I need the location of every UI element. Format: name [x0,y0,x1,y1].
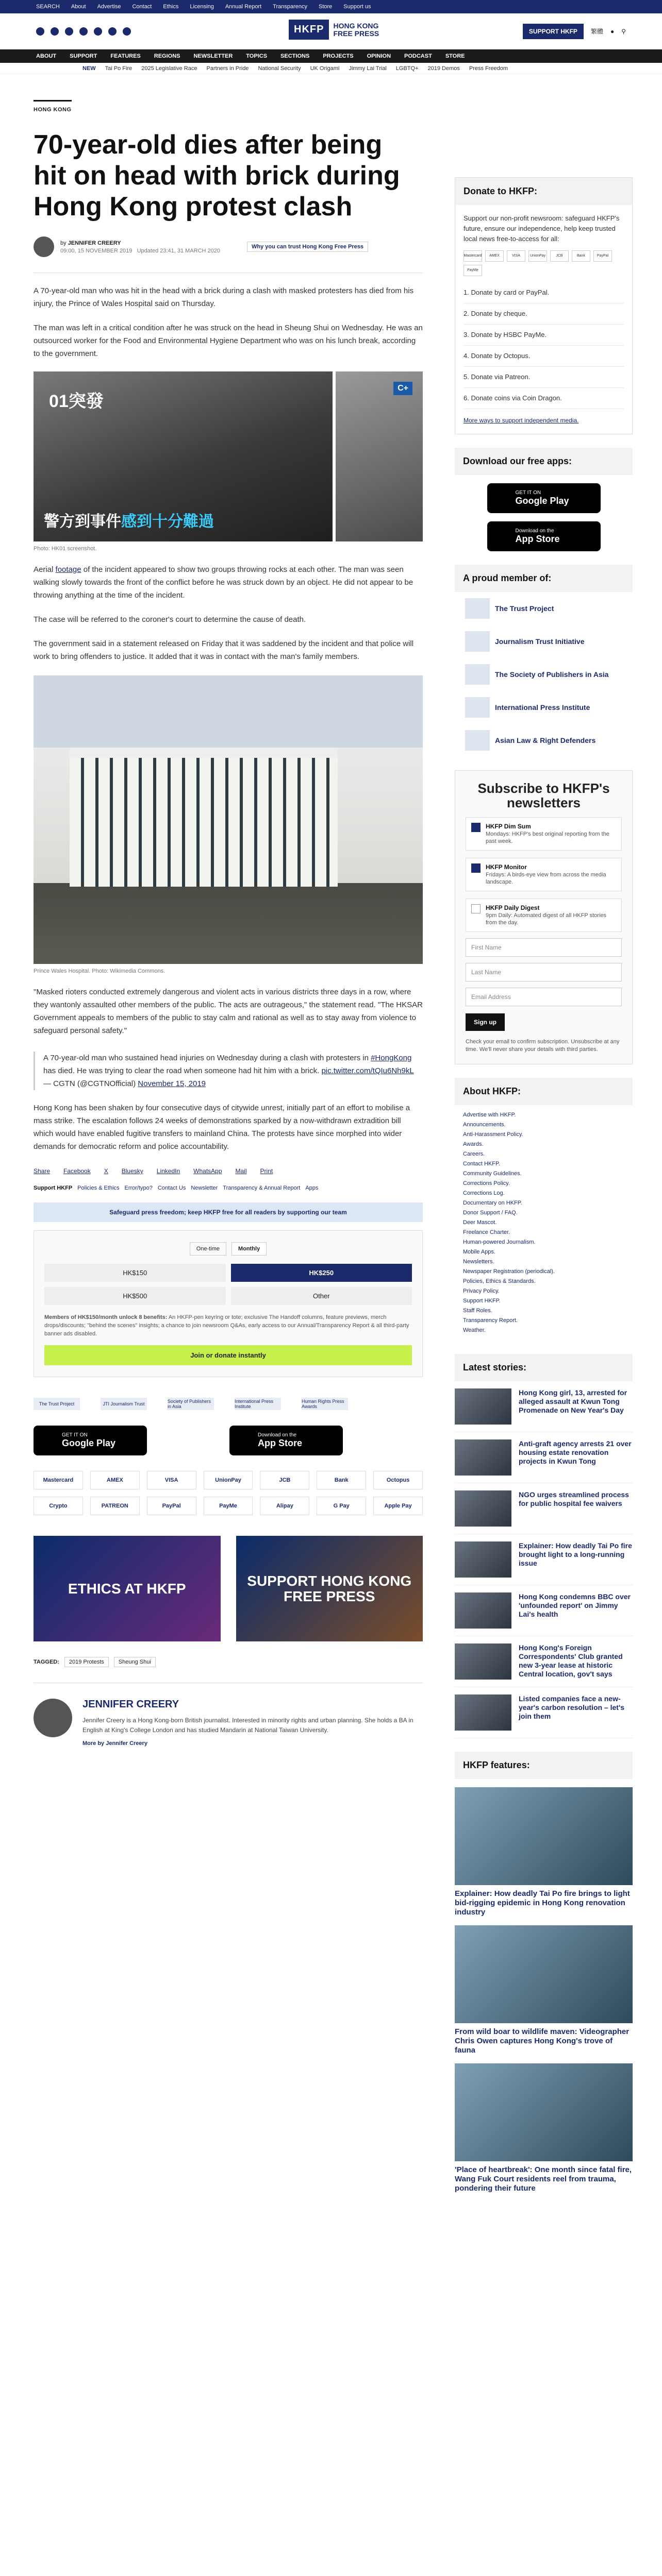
topbar-contact[interactable]: Contact [132,4,152,10]
article-title: 70-year-old dies after being hit on head with brick during Hong Kong protest clash [34,130,400,222]
donate-option[interactable]: 6. Donate coins via Coin Dragon. [464,388,624,409]
paragraph: A 70-year-old man who was hit in the head with a brick during a clash with masked protesters has died from his injury, the Prince of Wales Hospital said on Thursday. [34,286,414,308]
tweet-media-link[interactable]: pic.twitter.com/tQIu6Nh9kL [321,1066,414,1075]
trending-item[interactable]: Tai Po Fire [105,65,133,72]
member-logo[interactable] [455,592,633,625]
trending-item[interactable]: Press Freedom [469,65,508,72]
tweet-date-link[interactable]: November 15, 2019 [138,1079,206,1088]
about-link[interactable]: Contact HKFP. [463,1161,500,1167]
logo-text-line2: FREE PRESS [333,29,379,38]
about-link[interactable]: Weather. [463,1327,486,1333]
about-link[interactable]: Anti-Harassment Policy. [463,1131,523,1138]
newsletter-name: HKFP Dim Sum [486,823,531,830]
photo-banner-b: 感到十分難過 [121,513,214,530]
author-link[interactable]: JENNIFER CREERY [68,240,121,246]
donate-option[interactable]: 3. Donate by HSBC PayMe. [464,325,624,346]
jcb-icon[interactable]: JCB [260,1471,309,1489]
safeguard-banner[interactable]: Safeguard press freedom; keep HKFP free for all readers by supporting our team [34,1202,423,1222]
google-pay-icon[interactable]: G Pay [317,1497,366,1515]
checkbox-checked[interactable] [471,863,481,873]
author-name[interactable]: JENNIFER CREERY [82,1699,179,1710]
story-thumbnail[interactable] [455,1592,511,1629]
policy-links [34,1185,423,1191]
article-category[interactable]: HONG KONG [34,100,72,113]
more-ways-link[interactable]: More ways to support independent media. [464,417,579,424]
nav-podcast[interactable]: PODCAST [404,53,432,59]
store-big-text: Google Play [515,496,569,506]
trending-item[interactable]: 2025 Legislative Race [141,65,197,72]
story-thumbnail[interactable] [455,1694,511,1731]
sopa-logo[interactable]: Society of Publishers in Asia [168,1398,214,1410]
panel-heading: Download our free apps: [455,448,633,475]
about-link[interactable]: Corrections Log. [463,1190,505,1196]
trust-project-logo[interactable]: The Trust Project [34,1398,80,1410]
story-title[interactable]: Explainer: How deadly Tai Po fire brought light to a long-running issue [519,1541,632,1567]
feature-image[interactable] [455,2063,633,2161]
bank-icon: Bank [572,250,590,262]
paragraph: The man was left in a critical condition after he was struck on the head in Sheung Shui on Wednesday. He was an outsourced worker for the Food and Environmental Hygiene Department who was on his lunch break, according to the government. [34,324,423,358]
nav-features[interactable]: FEATURES [110,53,141,59]
tab-monthly[interactable]: Monthly [231,1242,267,1256]
photo-banner [44,509,214,531]
about-link[interactable]: Staff Roles. [463,1308,492,1314]
trending-item[interactable]: LGBTQ+ [395,65,419,72]
feature-story[interactable] [455,2063,633,2193]
about-link[interactable]: Documentary on HKFP. [463,1200,522,1206]
photo-caption: Photo: HK01 screenshot. [34,546,97,552]
member-logo[interactable] [455,724,633,757]
panel-heading: HKFP features: [455,1752,633,1779]
app-store-button[interactable] [229,1426,343,1455]
feature-image[interactable] [455,1925,633,2023]
features-panel [455,1752,633,2193]
logo-text-line1: HONG KONG [333,21,379,30]
share-print[interactable]: Print [260,1167,273,1175]
panel-heading: About HKFP: [455,1078,633,1105]
first-name-field[interactable]: First Name [466,938,622,957]
store-small-text: GET IT ON [515,490,541,496]
story-title[interactable]: Listed companies face a new-year's carbon resolution – let's join them [519,1694,625,1720]
story-thumbnail[interactable] [455,1490,511,1527]
amount-option[interactable]: HK$150 [44,1264,226,1282]
share-bar [34,1167,423,1175]
photo-heading: 01突發 [49,392,104,411]
member-name: International Press Institute [495,703,590,711]
facebook-icon[interactable] [36,27,44,36]
footage-link[interactable]: footage [55,565,81,574]
payme-icon: PayMe [464,265,482,276]
apple-pay-icon[interactable]: Apple Pay [373,1497,423,1515]
about-link[interactable]: Newspaper Registration (periodical). [463,1268,555,1275]
paragraph: The government said in a statement released on Friday that it was saddened by the incident and that police will work to bring offenders to justice. It added that it was in contact with the man's family members. [34,639,414,661]
about-link[interactable]: Policies, Ethics & Standards. [463,1278,536,1284]
photo-banner-a: 警方到事件 [44,513,121,530]
about-link[interactable]: Deer Mascot. [463,1219,497,1226]
newsletter-desc: Mondays: HKFP's best original reporting from the past week. [486,831,609,844]
checkbox-checked[interactable] [471,823,481,832]
share-label: Share [34,1167,51,1175]
paragraph [34,563,423,602]
masthead [0,13,662,49]
trust-link[interactable]: Why you can trust Hong Kong Free Press [247,242,368,252]
article-photo [34,371,423,541]
payme-icon[interactable]: PayMe [204,1497,253,1515]
member-panel [455,565,633,757]
store-small-text: GET IT ON [62,1432,88,1438]
support-hkfp-link[interactable]: Support HKFP [34,1185,73,1191]
panel-heading: Donate to HKFP: [455,178,632,205]
newsletter-note: Check your email to confirm subscription. Unsubscribe at any time. We'll never share your details with third parties. [466,1039,620,1053]
google-play-button[interactable] [34,1426,147,1455]
trending-item[interactable]: 2019 Demos [427,65,460,72]
crypto-icon[interactable]: Crypto [34,1497,83,1515]
newsletter-option[interactable] [466,858,622,891]
story-title[interactable]: Hong Kong's Foreign Correspondents' Club granted new 3-year lease at historic Central location, gov't says [519,1643,623,1678]
mastercard-icon: Mastercard [464,250,482,262]
linkedin-icon[interactable] [94,27,102,36]
nav-sections[interactable]: SECTIONS [280,53,310,59]
about-link[interactable]: Donor Support / FAQ. [463,1210,518,1216]
member-name: Journalism Trust Initiative [495,637,585,646]
policy-link[interactable]: Newsletter [191,1185,218,1191]
embedded-tweet [34,1052,423,1090]
text-run: of the incident appeared to show two groups throwing rocks at each other. The man was seen walking slowly towards the front of the conflict before he was struck down by an object. He did not appear to be throwing anything at the time of the incident. [34,565,413,600]
search-icon[interactable]: ⚲ [621,27,626,35]
user-icon[interactable]: ● [610,27,615,35]
tab-one-time[interactable]: One-time [190,1242,226,1256]
tags-label: TAGGED: [34,1659,59,1665]
latest-story[interactable] [455,1687,633,1738]
story-title[interactable]: Anti-graft agency arrests 21 over housing estate renovation projects in Kwun Tong [519,1439,632,1465]
newsletter-option[interactable] [466,817,622,851]
by-prefix: by [60,240,67,246]
site-logo[interactable] [289,20,379,40]
policy-link[interactable]: Policies & Ethics [77,1185,120,1191]
newsletter-desc: Fridays: A birds-eye view from across the media landscape. [486,872,606,885]
story-thumbnail[interactable] [455,1643,511,1680]
trending-label: NEW [82,65,96,72]
topbar-licensing[interactable]: Licensing [190,4,214,10]
member-benefits-text: An HKFP-pen keyring or tote; exclusive The Handoff columns, feature previews, merch drops/discounts; "behind the scenes" insights; a chance to join newsroom Q&As, early access to our Annual/Transparency Report & all third-party banner ads disabled. [44,1314,409,1337]
latest-panel [455,1354,633,1738]
share-whatsapp[interactable]: WhatsApp [193,1167,222,1175]
sidebar [455,74,633,2193]
ipi-logo[interactable]: International Press Institute [235,1398,281,1410]
paragraph: "Masked rioters conducted extremely dangerous and violent acts in various districts three days in a row, where they wantonly assaulted other members of the public. The acts are outrageous," the statement read. "The HKSAR Government appeals to members of the public to stay calm and rational as well as to stay away from violence to safeguard personal safety." [34,988,423,1035]
story-thumbnail[interactable] [455,1388,511,1425]
share-bluesky[interactable]: Bluesky [121,1167,143,1175]
jcb-icon: JCB [550,250,569,262]
member-logo[interactable] [455,691,633,724]
policy-link[interactable]: Contact Us [157,1185,186,1191]
member-name: The Society of Publishers in Asia [495,670,609,679]
topbar-store[interactable]: Store [319,4,333,10]
logo-text [333,22,379,38]
amex-icon: AMEX [485,250,504,262]
photo-channel-tag: C+ [393,382,412,395]
author-photo[interactable] [34,1699,72,1737]
donation-widget [34,1230,423,1377]
nav-newsletter[interactable]: NEWSLETTER [193,53,233,59]
nav-support[interactable]: SUPPORT [70,53,97,59]
donate-option[interactable]: 1. Donate by card or PayPal. [464,282,624,303]
amount-option-other[interactable]: Other [231,1287,412,1305]
about-link[interactable]: Freelance Charter. [463,1229,510,1235]
trending-item[interactable]: National Security [258,65,301,72]
store-small-text: Download on the [515,528,554,534]
topbar-about[interactable]: About [71,4,86,10]
amount-option[interactable]: HK$500 [44,1287,226,1305]
hrpa-logo[interactable]: Human Rights Press Awards [302,1398,348,1410]
nav-store[interactable]: STORE [445,53,465,59]
paypal-icon[interactable]: PayPal [147,1497,196,1515]
member-benefits [44,1313,412,1338]
member-name: Asian Law & Right Defenders [495,736,596,744]
about-link[interactable]: Mobile Apps. [463,1249,495,1255]
support-promo[interactable]: SUPPORT HONG KONG FREE PRESS [236,1536,423,1641]
panel-heading: A proud member of: [455,565,633,592]
telegram-icon[interactable] [108,27,117,36]
store-big-text: Google Play [62,1438,116,1448]
story-title[interactable]: NGO urges streamlined process for public hospital fee waivers [519,1490,629,1507]
tag[interactable]: 2019 Protests [64,1657,109,1667]
unionpay-icon: UnionPay [528,250,547,262]
newsletter-title: Subscribe to HKFP's newsletters [477,781,610,810]
feature-title[interactable]: 'Place of heartbreak': One month since fatal fire, Wang Fuk Court residents reel from trauma, pondering their future [455,2165,632,2193]
member-benefits-title: Members of HK$150/month unlock 8 benefits: [44,1314,168,1320]
apps-panel [455,448,633,551]
newsletter-option[interactable] [466,899,622,932]
author-avatar[interactable] [34,236,54,257]
payment-methods [34,1471,423,1515]
support-hkfp-button[interactable]: SUPPORT HKFP [523,24,584,39]
text-run: Aerial [34,565,56,574]
latest-story[interactable] [455,1432,633,1483]
top-utility-bar [0,0,662,13]
app-store-button[interactable] [487,521,601,551]
unionpay-icon[interactable]: UnionPay [204,1471,253,1489]
updated-date: Updated 23:41, 31 MARCH 2020 [137,247,221,254]
feature-title[interactable]: Explainer: How deadly Tai Po fire brings to light bid-rigging epidemic in Hong Kong renovation industry [455,1889,630,1917]
trending-item[interactable]: UK Origami [310,65,340,72]
ethics-promo[interactable]: ETHICS AT HKFP [34,1536,221,1641]
bank-icon[interactable]: Bank [317,1471,366,1489]
donate-intro: Support our non-profit newsroom: safeguard HKFP's future, ensure our independence, help keep trusted local news free-to-access for all: [464,214,620,243]
trending-item[interactable]: Jimmy Lai Trial [349,65,387,72]
story-thumbnail[interactable] [455,1541,511,1578]
social-links [36,27,131,36]
about-link[interactable]: Community Guidelines. [463,1171,522,1177]
about-link[interactable]: Privacy Policy. [463,1288,500,1294]
language-switch[interactable]: 繁體 [590,28,603,35]
about-list [455,1105,633,1341]
promo-banners [34,1536,423,1641]
paragraph: Hong Kong has been shaken by four consecutive days of citywide unrest, initially part of an effort to mobilise a mass strike. The escalation follows 24 weeks of demonstrations sparked by a now-withdrawn extradition bill which would have enabled fugitive transfers to mainland China. The protests have since morphed into wider demands for democratic reform and police accountability. [34,1104,410,1151]
nav-projects[interactable]: PROJECTS [323,53,354,59]
hospital-photo [34,675,423,964]
instagram-icon[interactable] [65,27,73,36]
topbar-annual-report[interactable]: Annual Report [225,4,262,10]
share-mail[interactable]: Mail [235,1167,247,1175]
publish-date: 09:00, 15 NOVEMBER 2019 [60,247,133,254]
story-title[interactable]: Hong Kong condemns BBC over 'unfounded report' on Jimmy Lai's health [519,1592,631,1618]
photo-caption: Prince Wales Hospital. Photo: Wikimedia Commons. [34,968,166,974]
topbar-advertise[interactable]: Advertise [97,4,121,10]
octopus-icon[interactable]: Octopus [373,1471,423,1489]
photo-side [336,371,423,541]
last-name-field[interactable]: Last Name [466,963,622,981]
member-name: The Trust Project [495,604,554,613]
amount-option-selected[interactable]: HK$250 [231,1264,412,1282]
store-small-text: Download on the [258,1432,297,1438]
paypal-icon: PayPal [593,250,612,262]
nav-about[interactable]: ABOUT [36,53,57,59]
member-logo[interactable] [455,658,633,691]
donate-panel [455,177,633,434]
about-link[interactable]: Human-powered Journalism. [463,1239,536,1245]
trending-item[interactable]: Partners in Pride [206,65,249,72]
topbar-support[interactable]: Support us [343,4,371,10]
topbar-search[interactable]: SEARCH [36,4,60,10]
policy-link[interactable]: Apps [305,1185,319,1191]
youtube-icon[interactable] [79,27,88,36]
donate-option[interactable]: 2. Donate by cheque. [464,303,624,325]
tags [34,1657,423,1667]
byline [34,236,423,257]
tweet-text: A 70-year-old man who sustained head injuries on Wednesday during a clash with protesters in [43,1054,371,1062]
about-link[interactable]: Announcements. [463,1122,506,1128]
topbar-transparency[interactable]: Transparency [273,4,307,10]
patreon-icon[interactable]: PATREON [90,1497,140,1515]
author-bio: Jennifer Creery is a Hong Kong-born British journalist. Interested in minority rights and urban planning. She holds a BA in English at King's College London and has studied Mandarin at National Taiwan University. [82,1717,413,1734]
google-play-button[interactable] [487,483,601,513]
signup-button[interactable]: Sign up [466,1013,505,1031]
donate-option[interactable]: 4. Donate by Octopus. [464,346,624,367]
topbar-ethics[interactable]: Ethics [163,4,179,10]
feature-image[interactable] [455,1787,633,1885]
share-facebook[interactable]: Facebook [63,1167,91,1175]
alipay-icon[interactable]: Alipay [260,1497,309,1515]
feature-title[interactable]: From wild boar to wildlife maven: Videographer Chris Owen captures Hong Kong's trove of fauna [455,2027,630,2055]
about-link[interactable]: Advertise with HKFP. [463,1112,516,1118]
latest-story[interactable] [455,1636,633,1687]
newsletter-name: HKFP Monitor [486,863,527,871]
policy-link[interactable]: Error/typo? [124,1185,153,1191]
jti-logo[interactable]: JTI Journalism Trust [101,1398,147,1410]
logo-mark: HKFP [289,20,329,40]
member-logo[interactable] [455,625,633,658]
mastercard-icon[interactable]: Mastercard [34,1471,83,1489]
feature-story[interactable] [455,1787,633,1917]
join-donate-button[interactable]: Join or donate instantly [44,1345,412,1365]
tag[interactable]: Sheung Shui [114,1657,156,1667]
x-icon[interactable] [51,27,59,36]
newsletter-desc: 9pm Daily: Automated digest of all HKFP stories from the day. [486,912,606,926]
about-link[interactable]: Support HKFP. [463,1298,501,1304]
mail-icon[interactable] [123,27,131,36]
story-title[interactable]: Hong Kong girl, 13, arrested for alleged assault at Kwun Tong Promenade on New Year's Day [519,1388,627,1414]
about-panel [455,1078,633,1341]
feature-story[interactable] [455,1925,633,2055]
policy-link[interactable]: Transparency & Annual Report [223,1185,301,1191]
nav-topics[interactable]: TOPICS [246,53,268,59]
newsletter-panel [455,770,633,1064]
nav-opinion[interactable]: OPINION [367,53,391,59]
story-thumbnail[interactable] [455,1439,511,1476]
share-linkedin[interactable]: LinkedIn [156,1167,180,1175]
email-field[interactable]: Email Address [466,988,622,1006]
tweet-text: has died. He was trying to clear the road when someone had hit him with a brick. [43,1066,322,1075]
partner-logos [34,1398,423,1410]
checkbox-unchecked[interactable] [471,904,481,913]
store-big-text: App Store [515,534,560,544]
panel-heading: Latest stories: [455,1354,633,1381]
more-by-author-link[interactable]: More by Jennifer Creery [82,1740,147,1747]
photo-hk01 [34,371,333,541]
donate-option[interactable]: 5. Donate via Patreon. [464,367,624,388]
visa-icon[interactable]: VISA [147,1471,196,1489]
about-link[interactable]: Awards. [463,1141,484,1147]
latest-story[interactable] [455,1483,633,1534]
store-big-text: App Store [258,1438,303,1448]
newsletter-name: HKFP Daily Digest [486,904,540,911]
trending-bar [0,63,662,74]
paragraph: The case will be referred to the coroner's court to determine the cause of death. [34,615,306,624]
latest-story[interactable] [455,1534,633,1585]
nav-regions[interactable]: REGIONS [154,53,180,59]
hashtag-link[interactable]: #HongKong [371,1054,412,1062]
app-buttons [34,1426,423,1455]
about-link[interactable]: Transparency Report. [463,1317,518,1324]
donate-pay-logos [464,250,624,276]
about-link[interactable]: Newsletters. [463,1259,494,1265]
main-nav [0,49,662,63]
latest-story[interactable] [455,1585,633,1636]
article-column [34,74,423,1747]
about-link[interactable]: Careers. [463,1151,485,1157]
author-box [34,1683,423,1747]
share-x[interactable]: X [104,1167,108,1175]
about-link[interactable]: Corrections Policy. [463,1180,510,1187]
visa-icon: VISA [507,250,525,262]
latest-story[interactable] [455,1381,633,1432]
tweet-signature: — CGTN (@CGTNOfficial) [43,1079,138,1088]
amex-icon[interactable]: AMEX [90,1471,140,1489]
